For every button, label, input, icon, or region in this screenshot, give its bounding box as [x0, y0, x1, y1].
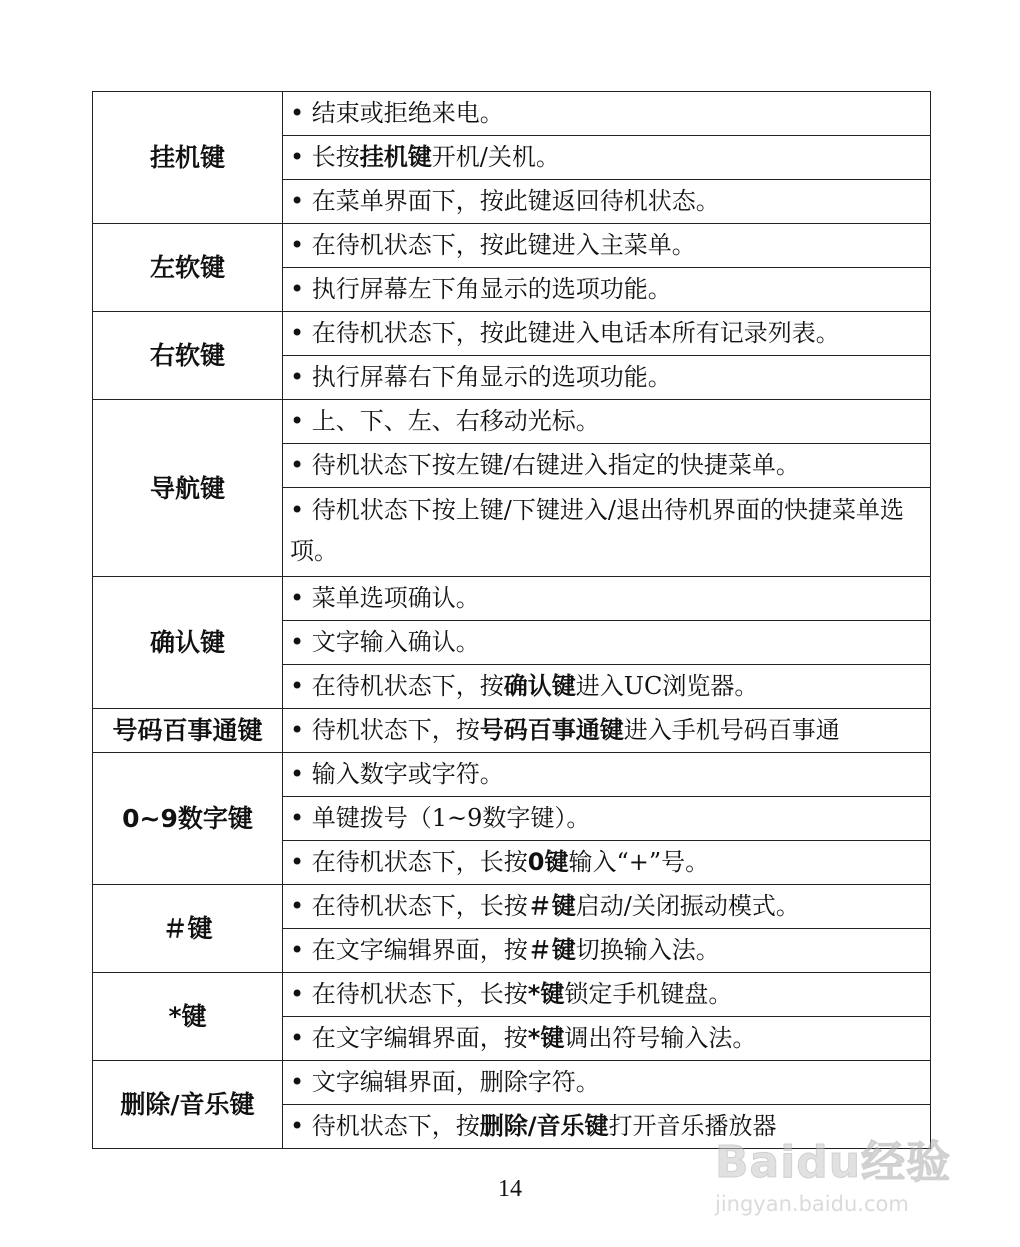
key-function-description — [283, 797, 931, 841]
description-text: 打开音乐播放器 — [608, 1112, 777, 1140]
table-row — [93, 709, 931, 753]
table-row — [93, 312, 931, 356]
table-row — [93, 224, 931, 268]
description-text: 输入“+”号。 — [568, 848, 710, 876]
description-text: • 结束或拒绝来电。 — [290, 99, 504, 127]
bold-key-term: 挂机键 — [359, 143, 432, 171]
key-function-description — [283, 488, 931, 577]
table-row — [93, 1061, 931, 1105]
description-text: • 在文字编辑界面，按 — [290, 1024, 528, 1052]
page-number: 14 — [498, 1176, 522, 1202]
table-row — [93, 753, 931, 797]
description-text: • 在待机状态下，按 — [290, 672, 504, 700]
key-name-cell: 导航键 — [93, 400, 283, 577]
key-name-cell: ＃键 — [93, 885, 283, 973]
description-text: 切换输入法。 — [575, 936, 720, 964]
table-row — [93, 973, 931, 1017]
key-function-table — [92, 91, 931, 1149]
key-function-description — [283, 400, 931, 444]
key-function-description — [283, 268, 931, 312]
table-row — [93, 885, 931, 929]
description-text: • 待机状态下按上键/下键进入/退出待机界面的快捷菜单选项。 — [290, 496, 904, 565]
description-text: • 待机状态下，按 — [290, 1112, 480, 1140]
description-text: 调出符号输入法。 — [564, 1024, 757, 1052]
bold-key-term: ＃键 — [527, 936, 576, 964]
key-function-description — [283, 841, 931, 885]
description-text: 启动/关闭振动模式。 — [575, 892, 800, 920]
key-name-cell: 号码百事通键 — [93, 709, 283, 753]
watermark-logo: Baidu经验 — [715, 1137, 952, 1188]
key-function-description — [283, 224, 931, 268]
description-text: • 在待机状态下，长按 — [290, 892, 528, 920]
description-text: • 在文字编辑界面，按 — [290, 936, 528, 964]
description-text: • 在待机状态下，按此键进入主菜单。 — [290, 231, 696, 259]
table-row — [93, 92, 931, 136]
bold-key-term: *键 — [527, 1024, 565, 1052]
key-function-description — [283, 1061, 931, 1105]
bold-key-term: 号码百事通键 — [479, 716, 624, 744]
key-function-description — [283, 136, 931, 180]
key-function-description — [283, 621, 931, 665]
key-name-cell: 左软键 — [93, 224, 283, 312]
bold-key-term: 删除/音乐键 — [479, 1112, 609, 1140]
key-function-description — [283, 709, 931, 753]
description-text: • 待机状态下按左键/右键进入指定的快捷菜单。 — [290, 451, 800, 479]
key-function-description — [283, 1017, 931, 1061]
baidu-jingyan-watermark — [715, 1126, 975, 1221]
description-text: • 长按 — [290, 143, 360, 171]
key-name-cell: 挂机键 — [93, 92, 283, 224]
key-function-description — [283, 444, 931, 488]
description-text: 进入手机号码百事通 — [623, 716, 840, 744]
description-text: • 在菜单界面下，按此键返回待机状态。 — [290, 187, 720, 215]
description-text: • 在待机状态下，长按 — [290, 980, 528, 1008]
description-text: • 上、下、左、右移动光标。 — [290, 407, 600, 435]
key-function-description — [283, 665, 931, 709]
bold-key-term: 0键 — [527, 848, 569, 876]
bold-key-term: 确认键 — [503, 672, 576, 700]
key-name-cell: 右软键 — [93, 312, 283, 400]
description-text: • 菜单选项确认。 — [290, 584, 480, 612]
key-function-description — [283, 753, 931, 797]
bold-key-term: ＃键 — [527, 892, 576, 920]
table-row — [93, 400, 931, 444]
description-text: • 单键拨号（1~9数字键）。 — [290, 804, 591, 832]
watermark-url: jingyan.baidu.com — [715, 1192, 909, 1216]
key-function-description — [283, 929, 931, 973]
description-text: • 在待机状态下，长按 — [290, 848, 528, 876]
key-function-description — [283, 577, 931, 621]
bold-key-term: *键 — [527, 980, 565, 1008]
key-function-description — [283, 356, 931, 400]
description-text: 锁定手机键盘。 — [564, 980, 733, 1008]
key-name-cell: 删除/音乐键 — [93, 1061, 283, 1149]
key-function-description — [283, 885, 931, 929]
key-function-description — [283, 92, 931, 136]
table-row — [93, 577, 931, 621]
description-text: • 文字输入确认。 — [290, 628, 480, 656]
description-text: • 待机状态下，按 — [290, 716, 480, 744]
description-text: 开机/关机。 — [431, 143, 560, 171]
key-name-cell: 确认键 — [93, 577, 283, 709]
key-function-description — [283, 312, 931, 356]
key-function-description — [283, 180, 931, 224]
description-text: • 在待机状态下，按此键进入电话本所有记录列表。 — [290, 319, 840, 347]
table-body — [93, 92, 931, 1149]
description-text: • 执行屏幕左下角显示的选项功能。 — [290, 275, 672, 303]
key-name-cell: 0~9数字键 — [93, 753, 283, 885]
key-name-cell: *键 — [93, 973, 283, 1061]
description-text: 进入UC浏览器。 — [575, 672, 759, 700]
key-function-description — [283, 973, 931, 1017]
description-text: • 输入数字或字符。 — [290, 760, 504, 788]
description-text: • 文字编辑界面，删除字符。 — [290, 1068, 600, 1096]
description-text: • 执行屏幕右下角显示的选项功能。 — [290, 363, 672, 391]
